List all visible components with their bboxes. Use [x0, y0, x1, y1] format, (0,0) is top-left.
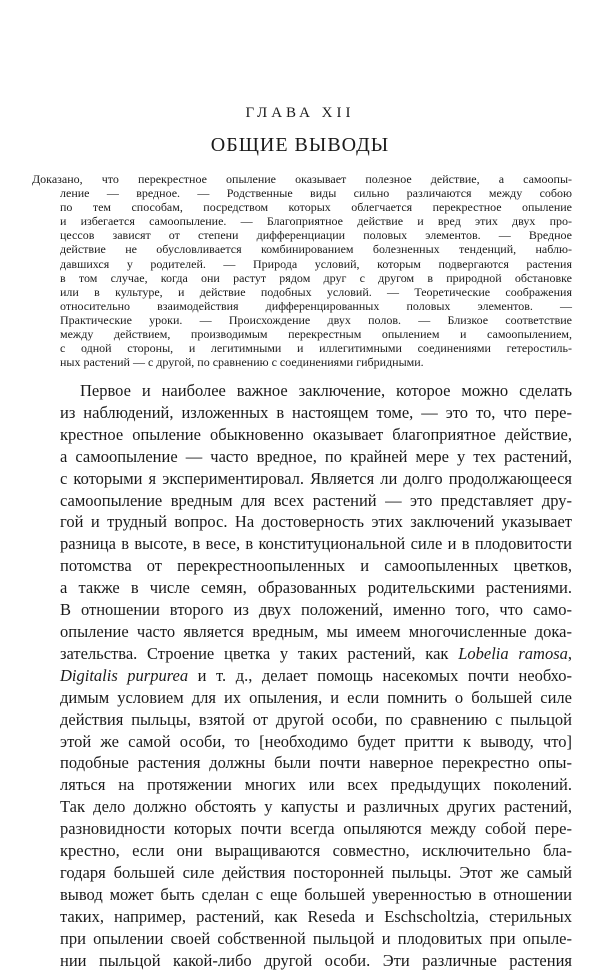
body-line: годаря большей силе действия посторонней пыльцы. Этот же самый [60, 862, 572, 882]
body-line: а самоопыление — часто вредное, по крайней мере у тех растений, [60, 446, 572, 466]
body-line: из наблюдений, изложенных в настоящем томе, — это то, что пере- [60, 402, 572, 422]
chapter-label: ГЛАВА XII [245, 105, 355, 121]
body-line: димым условием для их опыления, и если помнить о большей силе [60, 687, 572, 707]
body-line: этой же самой особи, то [необходимо будет притти к выводу, что] [60, 731, 572, 751]
body-line: крестное опыление обыкновенно оказывает благоприятное действие, [60, 424, 572, 444]
body-line: зательства. Строение цветка у таких растений, как Lobelia ramosa, [60, 643, 572, 663]
body-line: вывод может быть сделан с еще большей уверенностью в отношении [60, 884, 572, 904]
body-line: таких, например, растений, как Reseda и Eschscholtzia, стерильных [60, 906, 572, 926]
summary-line: в том случае, когда они растут рядом друг с другом в природной обстановке [60, 270, 572, 285]
body-line: разновидности которых почти всегда опыляются между собой пере- [60, 819, 572, 839]
body-text [60, 380, 572, 971]
body-line: крестно, если они выращиваются совместно, исключительно бла- [60, 841, 572, 861]
summary-line: или в культуре, и действие подобных условий. — Теоретические соображения [60, 284, 572, 299]
chapter-summary [32, 172, 572, 369]
body-line: ляться на протяжении многих или всех предыдущих поколений. [60, 775, 572, 795]
summary-line: Доказано, что перекрестное опыление оказывает полезное действие, а самоопы- [32, 172, 572, 186]
body-line: действия пыльцы, взятой от другой особи, по сравнению с пыльцой [60, 709, 572, 729]
summary-line: действие не обусловливается комбинированием болезненных тенденций, наблю- [60, 242, 572, 257]
summary-line: относительно взаимодействия дифференцированных половых элементов. — [60, 298, 572, 313]
body-line: а также в числе семян, образованных родительскими растениями. [60, 578, 572, 598]
summary-line: между действием, производимым перекрестным опылением и самоопылением, [60, 327, 572, 342]
summary-line: с одной стороны, и легитимными и иллегитимными соединениями гетеростиль- [60, 341, 572, 356]
summary-line: и избегается самоопыление. — Благоприятное действие и вред этих двух про- [60, 214, 572, 229]
body-line [60, 380, 572, 402]
body-line: Digitalis purpurea и т. д., делает помощь насекомых почти необхо- [60, 665, 573, 685]
summary-line: по тем способам, посредством которых облегчается перекрестное опыление [60, 200, 572, 215]
chapter-title: ОБЩИЕ ВЫВОДЫ [210, 134, 390, 156]
body-line: В отношении второго из двух положений, именно того, что само- [60, 600, 572, 620]
body-line: разница в высоте, в весе, в конституциональной силе и в плодовитости [60, 534, 572, 554]
summary-line: Практические уроки. — Происхождение двух полов. — Близкое соответствие [60, 312, 572, 327]
body-line: нии пыльцой какой-либо другой особи. Эти различные растения [60, 950, 572, 970]
body-line: гой и трудный вопрос. На достоверность этих заключений указывает [60, 512, 572, 532]
body-line: потомства от перекрестноопыленных и самоопыленных цветков, [60, 556, 572, 576]
body-line: с которыми я экспериментировал. Является ли долго продолжающееся [60, 468, 572, 488]
body-line: опыление часто является вредным, мы имеем многочисленные дока- [60, 621, 572, 641]
body-line: подобные растения должны были почти наверное перекрестно опы- [60, 753, 572, 773]
body-line-text: Первое и наиболее важное заключение, которое можно сделать [80, 381, 572, 400]
summary-line: ление — вредное. — Родственные виды сильно различаются между собою [60, 186, 572, 201]
body-line: при опылении своей собственной пыльцой и плодовитых при опыле- [60, 928, 572, 948]
summary-line: ных растений — с другой, по сравнению с соединениями гибридными. [60, 355, 424, 370]
summary-line: цессов зависят от степени дифференциации половых элементов. — Вредное [60, 228, 572, 243]
body-line: Так дело должно обстоять у капусты и различных других растений, [60, 797, 572, 817]
summary-line: давшихся у родителей. — Природа условий, которым подвергаются растения [60, 256, 572, 271]
body-line: самоопыление вредным для всех растений — это представляет дру- [60, 490, 572, 510]
